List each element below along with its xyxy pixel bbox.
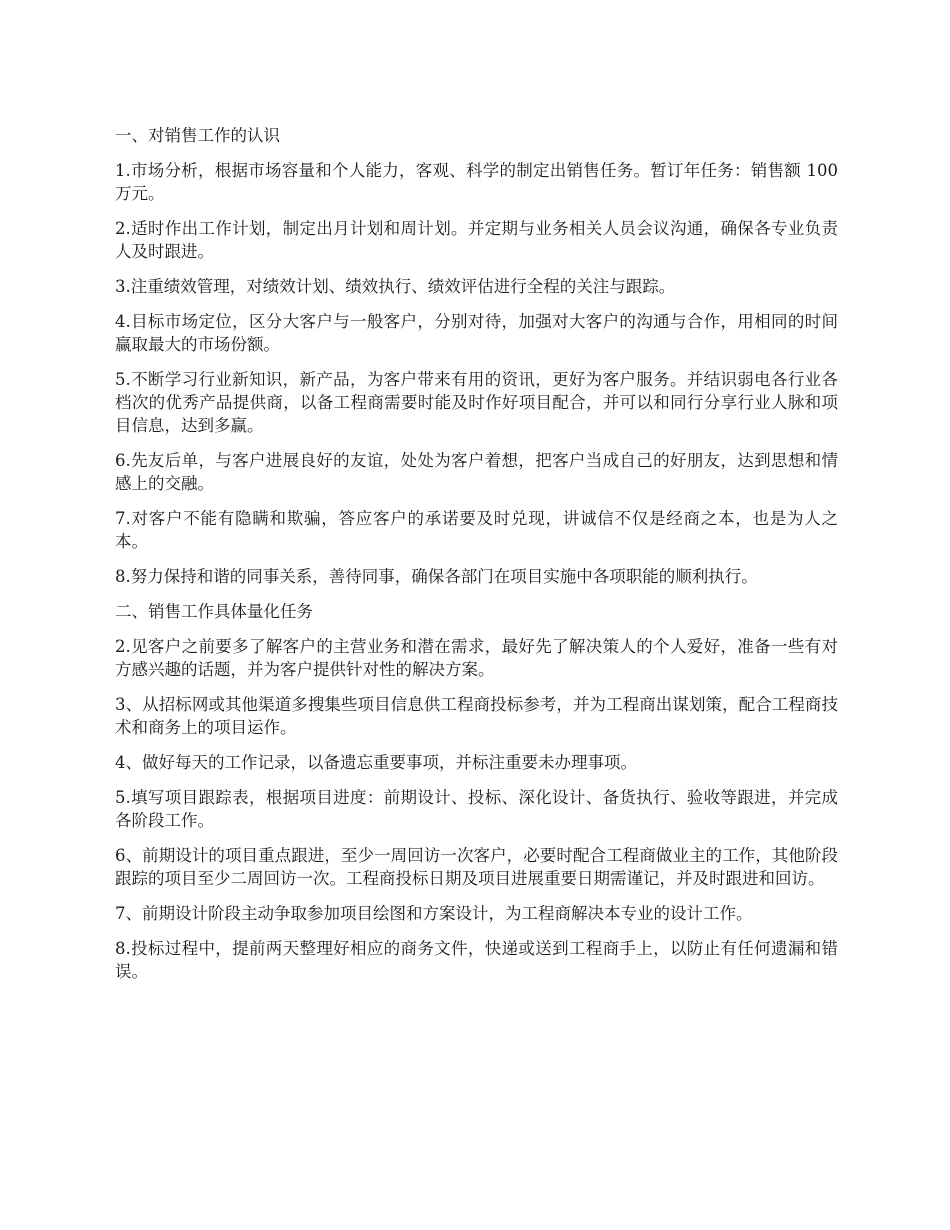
task-paragraph-8: 8.投标过程中，提前两天整理好相应的商务文件，快递或送到工程商手上，以防止有任何遗漏和错误。 [115,939,838,981]
paragraph-2: 2.适时作出工作计划，制定出月计划和周计划。并定期与业务相关人员会议沟通，确保各专业负责人及时跟进。 [115,219,838,261]
paragraph-5: 5.不断学习行业新知识，新产品，为客户带来有用的资讯，更好为客户服务。并结识弱电各行业各档次的优秀产品提供商，以备工程商需要时能及时作好项目配合，并可以和同行分享行业人脉和项目信息，达到多赢。 [115,370,838,435]
task-paragraph-3: 3、从招标网或其他渠道多搜集些项目信息供工程商投标参考，并为工程商出谋划策，配合工程商技术和商务上的项目运作。 [115,695,838,737]
paragraph-6: 6.先友后单，与客户进展良好的友谊，处处为客户着想，把客户当成自己的好朋友，达到思想和情感上的交融。 [115,451,838,493]
section-heading-2: 二、销售工作具体量化任务 [115,602,313,621]
task-paragraph-4: 4、做好每天的工作记录，以备遗忘重要事项，并标注重要未办理事项。 [115,753,637,772]
paragraph-3: 3.注重绩效管理，对绩效计划、绩效执行、绩效评估进行全程的关注与跟踪。 [115,277,676,296]
task-paragraph-5: 5.填写项目跟踪表，根据项目进度：前期设计、投标、深化设计、备货执行、验收等跟进，并完成各阶段工作。 [115,788,838,830]
paragraph-4: 4.目标市场定位，区分大客户与一般客户，分别对待，加强对大客户的沟通与合作，用相同的时间赢取最大的市场份额。 [115,312,838,354]
task-paragraph-2: 2.见客户之前要多了解客户的主营业务和潜在需求，最好先了解决策人的个人爱好，准备一些有对方感兴趣的话题，并为客户提供针对性的解决方案。 [115,637,838,679]
paragraph-8: 8.努力保持和谐的同事关系，善待同事，确保各部门在项目实施中各项职能的顺利执行。 [115,567,758,586]
task-paragraph-6: 6、前期设计的项目重点跟进，至少一周回访一次客户，必要时配合工程商做业主的工作，其他阶段跟踪的项目至少二周回访一次。工程商投标日期及项目进展重要日期需谨记，并及时跟进和回访。 [115,846,838,888]
paragraph-1: 1.市场分析，根据市场容量和个人能力，客观、科学的制定出销售任务。暂订年任务：销售额 100 万元。 [115,161,838,203]
document-body [115,124,838,995]
section-heading-1: 一、对销售工作的认识 [115,126,280,145]
task-paragraph-7: 7、前期设计阶段主动争取参加项目绘图和方案设计，为工程商解决本专业的设计工作。 [115,904,753,923]
paragraph-7: 7.对客户不能有隐瞒和欺骗，答应客户的承诺要及时兑现，讲诚信不仅是经商之本，也是为人之本。 [115,509,838,551]
